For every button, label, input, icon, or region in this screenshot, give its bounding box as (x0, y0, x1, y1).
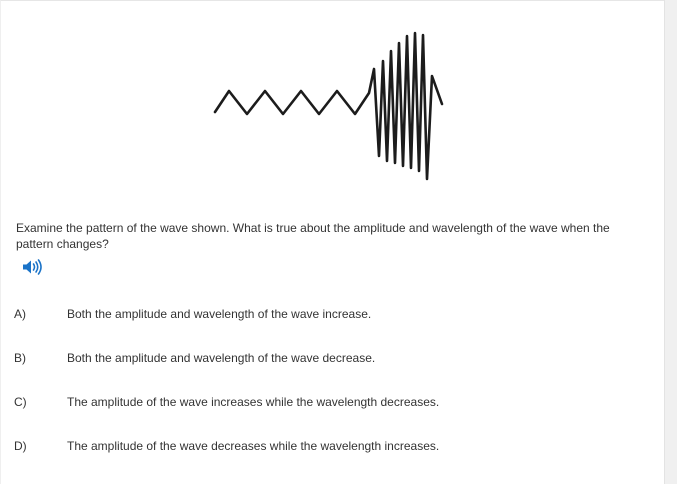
option-letter: C) (14, 395, 27, 409)
wave-figure (206, 21, 456, 191)
option-text: The amplitude of the wave decreases while the wavelength increases. (67, 439, 440, 453)
answer-option-d[interactable] (1, 434, 651, 458)
answer-option-c[interactable] (1, 390, 651, 414)
option-text: Both the amplitude and wavelength of the wave decrease. (67, 351, 376, 365)
question-text: Examine the pattern of the wave shown. What is true about the amplitude and wavelength of the wave when the pattern changes? (16, 221, 610, 251)
option-text: Both the amplitude and wavelength of the wave increase. (67, 307, 372, 321)
answer-option-a[interactable] (1, 302, 651, 326)
option-letter: A) (14, 307, 26, 321)
answer-option-b[interactable] (1, 346, 651, 370)
option-letter: D) (14, 439, 27, 453)
wave-line (215, 33, 442, 179)
option-text: The amplitude of the wave increases while the wavelength decreases. (67, 395, 440, 409)
option-letter: B) (14, 351, 26, 365)
read-aloud-button[interactable] (22, 258, 44, 276)
scrollbar-track[interactable] (664, 0, 677, 484)
speaker-icon (22, 258, 44, 276)
